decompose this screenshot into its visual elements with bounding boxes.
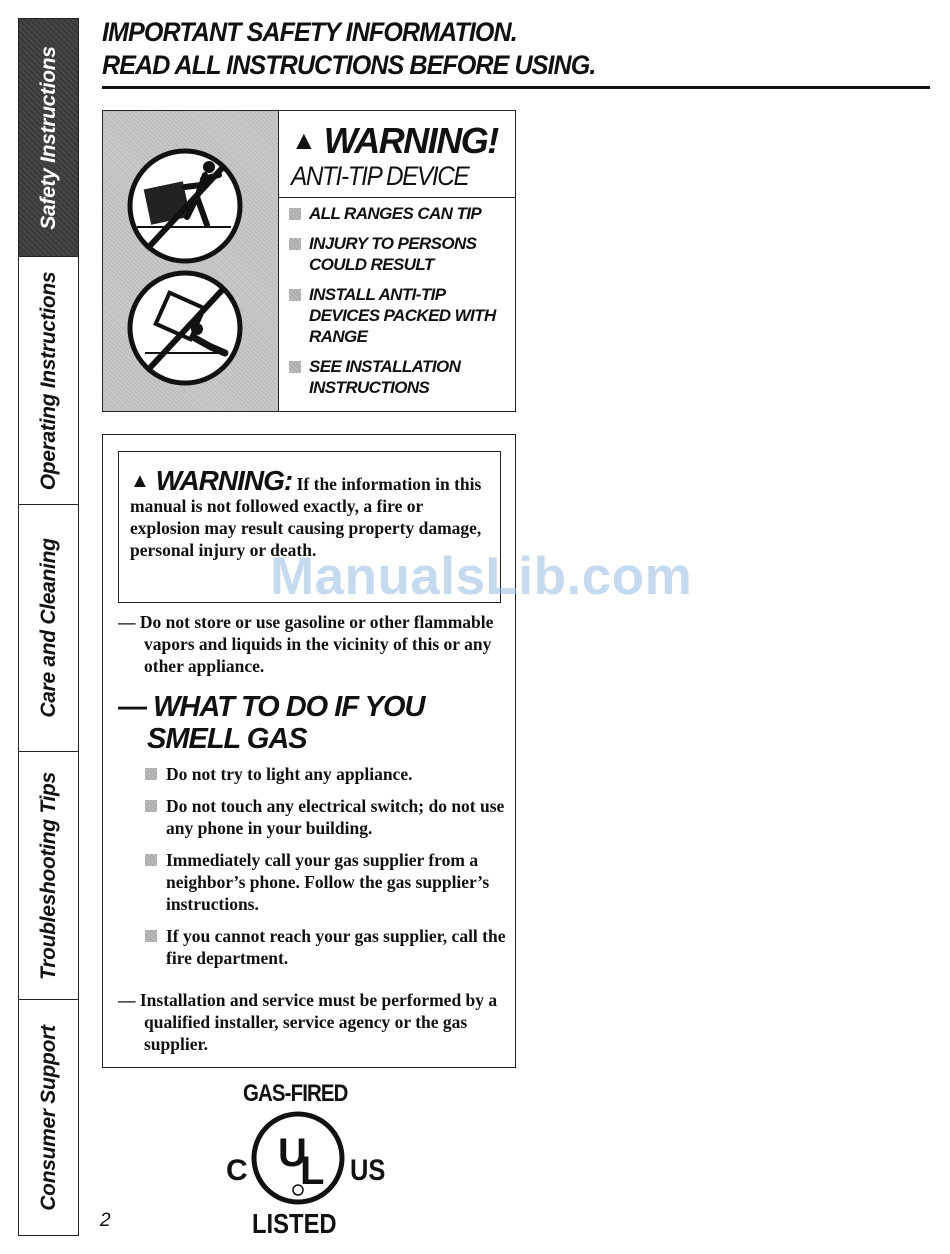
anti-tip-bullet-list bbox=[289, 203, 511, 407]
ul-circle-icon bbox=[250, 1110, 346, 1206]
smell-gas-heading bbox=[118, 691, 424, 755]
installation-instruction: — Installation and service must be performed by a qualified installer, service agency or the gas supplier. bbox=[118, 990, 498, 1054]
watermark: ManualsLib.com bbox=[270, 547, 693, 606]
bullet-text: Immediately call your gas supplier from a neighbor’s phone. Follow the gas supplier’s instructions. bbox=[166, 850, 490, 914]
bullet-square-icon bbox=[145, 854, 157, 866]
bullet-square-icon bbox=[289, 238, 301, 250]
bullet-text: Do not try to light any appliance. bbox=[166, 764, 413, 784]
warning-title bbox=[130, 465, 292, 496]
tab-label: Consumer Support bbox=[36, 1025, 60, 1211]
bullet-square-icon bbox=[289, 208, 301, 220]
list-item bbox=[145, 925, 515, 969]
bullet-text: INJURY TO PERSONS COULD RESULT bbox=[309, 234, 477, 274]
list-item bbox=[145, 795, 515, 839]
list-item bbox=[289, 233, 511, 275]
tab-care-and-cleaning[interactable] bbox=[19, 505, 78, 752]
tab-label: Care and Cleaning bbox=[36, 538, 60, 718]
ul-bottom-text: LISTED bbox=[252, 1208, 337, 1239]
warning-triangle-icon: ▲ bbox=[291, 125, 316, 155]
list-item bbox=[145, 763, 515, 785]
ul-listed-logo bbox=[222, 1080, 392, 1240]
range-tipping-over-icon bbox=[121, 267, 253, 387]
tab-operating-instructions[interactable] bbox=[19, 257, 78, 505]
ul-left-text: C bbox=[226, 1154, 248, 1187]
list-item bbox=[289, 203, 511, 224]
warning-subtitle: ANTI-TIP DEVICE bbox=[291, 161, 469, 191]
ul-top-text: GAS-FIRED bbox=[243, 1080, 348, 1107]
list-item bbox=[289, 356, 511, 398]
bullet-text: ALL RANGES CAN TIP bbox=[309, 204, 482, 223]
tab-label: Operating Instructions bbox=[36, 271, 60, 490]
anti-tip-heading bbox=[279, 111, 515, 198]
bullet-text: If you cannot reach your gas supplier, call the fire department. bbox=[166, 926, 506, 968]
warning-text: If the information in this manual is not followed exactly, a fire or explosion may result causing property damage, personal injury or death. bbox=[130, 474, 482, 560]
warning-title-text: WARNING! bbox=[323, 120, 498, 161]
svg-text:U: U bbox=[278, 1131, 307, 1175]
header-line-2: READ ALL INSTRUCTIONS BEFORE USING. bbox=[102, 50, 596, 80]
ul-right-text: US bbox=[350, 1154, 386, 1187]
bullet-square-icon bbox=[289, 289, 301, 301]
warning-title bbox=[291, 121, 498, 160]
tab-label: Safety Instructions bbox=[36, 45, 60, 230]
tab-label: Troubleshooting Tips bbox=[36, 771, 60, 980]
header-rule bbox=[102, 86, 930, 89]
bullet-text: SEE INSTALLATION INSTRUCTIONS bbox=[309, 357, 461, 397]
bullet-square-icon bbox=[289, 361, 301, 373]
tab-consumer-support[interactable] bbox=[19, 1000, 78, 1236]
no-climbing-on-door-icon bbox=[121, 145, 253, 265]
heading-line-2: SMELL GAS bbox=[147, 723, 307, 755]
svg-text:L: L bbox=[300, 1149, 325, 1193]
gas-warning-box bbox=[102, 434, 516, 1068]
header-line-1: IMPORTANT SAFETY INFORMATION. bbox=[102, 17, 517, 47]
page-header bbox=[102, 16, 932, 82]
warning-triangle-icon: ▲ bbox=[130, 470, 149, 492]
bullet-text: INSTALL ANTI-TIP DEVICES PACKED WITH RANGE bbox=[309, 285, 496, 346]
bullet-text: Do not touch any electrical switch; do not use any phone in your building. bbox=[166, 796, 505, 838]
smell-gas-steps bbox=[145, 763, 515, 979]
bullet-square-icon bbox=[145, 768, 157, 780]
page-number: 2 bbox=[100, 1210, 111, 1231]
tab-safety-instructions[interactable] bbox=[19, 19, 78, 257]
warning-title-text: WARNING: bbox=[155, 465, 293, 496]
heading-line-1: WHAT TO DO IF YOU bbox=[153, 691, 425, 723]
tip-hazard-illustration bbox=[103, 111, 279, 411]
heading-dash: — bbox=[118, 691, 146, 723]
bullet-square-icon bbox=[145, 800, 157, 812]
bullet-square-icon bbox=[145, 930, 157, 942]
list-item bbox=[145, 849, 515, 915]
storage-instruction: — Do not store or use gasoline or other flammable vapors and liquids in the vicinity of this or any other appliance. bbox=[118, 612, 494, 676]
side-tab-strip bbox=[18, 18, 79, 1236]
tab-troubleshooting-tips[interactable] bbox=[19, 752, 78, 1000]
anti-tip-warning-box bbox=[102, 110, 516, 412]
list-item bbox=[289, 284, 511, 347]
